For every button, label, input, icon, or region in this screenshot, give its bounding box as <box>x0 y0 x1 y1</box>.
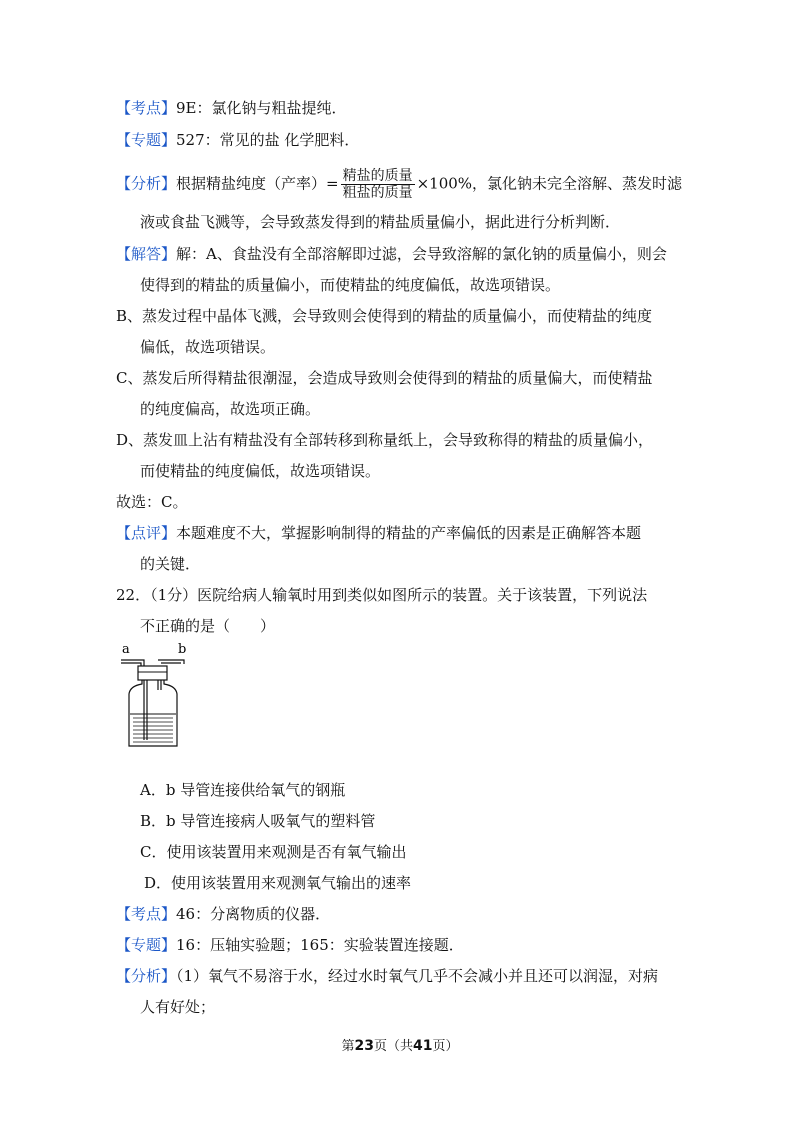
dianping-tag: 【点评】 <box>116 524 177 542</box>
tube-label-b: b <box>178 642 187 657</box>
question-22-stem-cont: 不正确的是（ ） <box>140 617 276 635</box>
fenxi-line-22-cont: 人有好处； <box>140 998 216 1016</box>
option-b: B．b 导管连接病人吸氧气的塑料管 <box>140 812 376 830</box>
fenxi-tag: 【分析】 <box>116 967 177 985</box>
option-c: C．使用该装置用来观测是否有氧气输出 <box>140 843 407 861</box>
kaodian-line-22 <box>116 903 330 925</box>
zhuanti-text: 16：压轴实验题；165：实验装置连接题． <box>176 936 464 954</box>
kaodian-text: 46：分离物质的仪器． <box>176 905 331 923</box>
zhuanti-tag: 【专题】 <box>116 131 177 149</box>
footer-suffix: 页） <box>432 1039 459 1054</box>
zhuanti-text: 527：常见的盐 化学肥料． <box>176 131 360 149</box>
fenxi-text: （1）氧气不易溶于水，经过水时氧气几乎不会减小并且还可以润湿，对病 <box>176 967 659 985</box>
fraction-numerator: 精盐的质量 <box>342 168 413 184</box>
jieda-line-21-cont: 使得到的精盐的质量偏小，而使精盐的纯度偏低，故选项错误。 <box>140 276 561 294</box>
option-b-analysis-cont: 偏低，故选项错误。 <box>140 338 276 356</box>
fenxi-text-pre: 根据精盐纯度（产率）= <box>176 174 339 193</box>
dianping-text: 本题难度不大，掌握影响制得的精盐的产率偏低的因素是正确解答本题 <box>176 524 642 542</box>
zhuanti-tag: 【专题】 <box>116 936 177 954</box>
fenxi-tag: 【分析】 <box>116 174 177 193</box>
option-c-analysis-cont: 的纯度偏高，故选项正确。 <box>140 400 321 418</box>
kaodian-text: 9E：氯化钠与粗盐提纯． <box>176 99 347 117</box>
fraction-denominator: 粗盐的质量 <box>342 185 413 201</box>
page-footer <box>0 1036 800 1057</box>
kaodian-tag: 【考点】 <box>116 905 177 923</box>
option-c-analysis: C、蒸发后所得精盐很潮湿，会造成导致则会使得到的精盐的质量偏大，而使精盐 <box>116 369 653 387</box>
option-d: D．使用该装置用来观测氧气输出的速率 <box>144 874 412 892</box>
tube-label-a: a <box>122 642 130 657</box>
fenxi-line-21-cont: 液或食盐飞溅等，会导致蒸发得到的精盐质量偏小，据此进行分析判断． <box>140 213 621 231</box>
option-b-analysis: B、蒸发过程中晶体飞溅，会导致则会使得到的精盐的质量偏小，而使精盐的纯度 <box>116 307 653 325</box>
gas-bottle-diagram <box>118 640 198 752</box>
answer-line: 故选：C。 <box>116 493 188 511</box>
option-d-analysis-cont: 而使精盐的纯度偏低，故选项错误。 <box>140 462 381 480</box>
dianping-line-21-cont: 的关键． <box>140 555 201 573</box>
dianping-line-21 <box>116 522 641 544</box>
fenxi-line-22 <box>116 965 658 987</box>
option-a: A．b 导管连接供给氧气的钢瓶 <box>140 781 346 799</box>
jieda-text: 解：A、食盐没有全部溶解即过滤，会导致溶解的氯化钠的质量偏小，则会 <box>176 245 667 263</box>
zhuanti-line-22 <box>116 934 464 956</box>
footer-total-pages: 41 <box>413 1038 433 1054</box>
zhuanti-line-21 <box>116 129 359 151</box>
jieda-line-21 <box>116 243 667 265</box>
kaodian-tag: 【考点】 <box>116 99 177 117</box>
fenxi-line-21 <box>116 168 682 201</box>
footer-prefix: 第 <box>341 1039 355 1054</box>
footer-middle: 页（共 <box>373 1039 413 1054</box>
purity-fraction <box>341 168 415 201</box>
fenxi-text-post: ×100%，氯化钠未完全溶解、蒸发时滤 <box>416 174 683 193</box>
jieda-tag: 【解答】 <box>116 245 177 263</box>
option-d-analysis: D、蒸发皿上沾有精盐没有全部转移到称量纸上，会导致称得的精盐的质量偏小， <box>116 431 654 449</box>
question-22-stem: 22．（1分）医院给病人输氧时用到类似如图所示的装置。关于该装置，下列说法 <box>116 586 648 604</box>
kaodian-line-21 <box>116 97 347 119</box>
footer-page-number: 23 <box>354 1038 374 1054</box>
